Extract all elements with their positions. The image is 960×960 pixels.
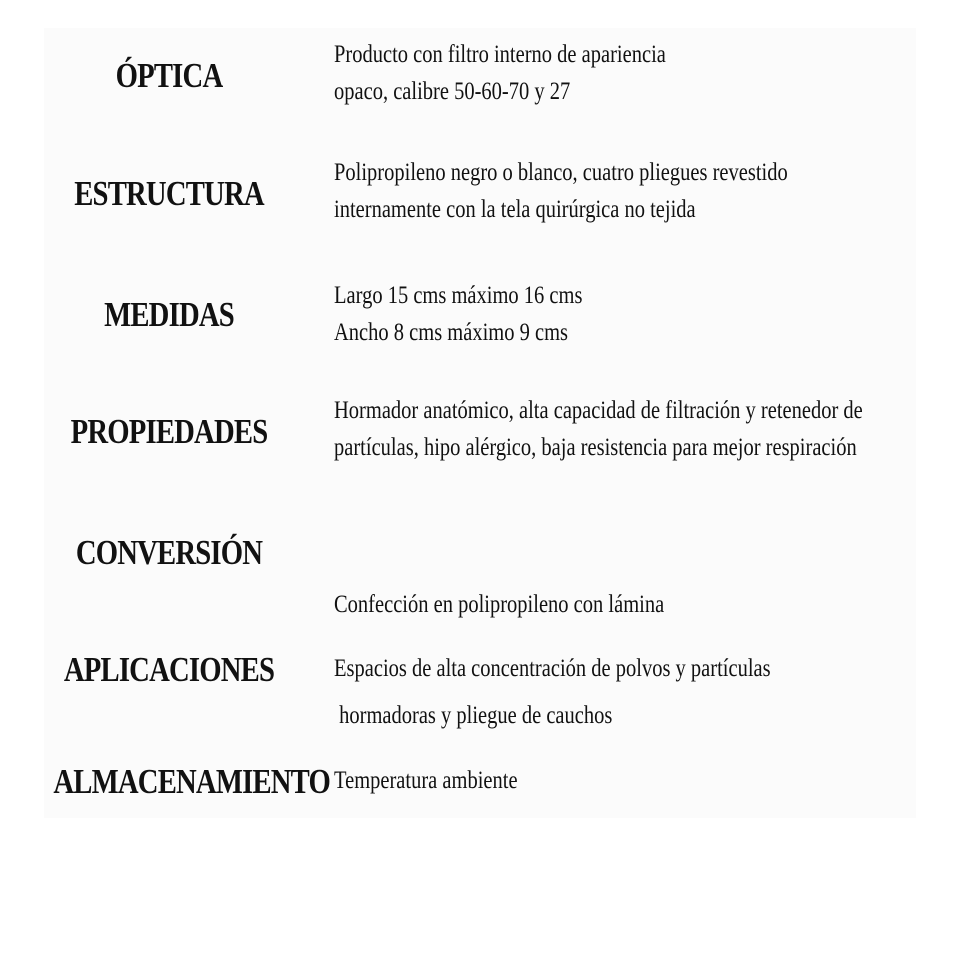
spec-description bbox=[334, 277, 924, 351]
spec-description bbox=[334, 392, 924, 466]
spec-label: ALMACENAMIENTO bbox=[53, 762, 330, 801]
spec-description bbox=[334, 762, 924, 799]
spec-description-line: partículas, hipo alérgico, baja resistencia para mejor respiración bbox=[334, 434, 857, 461]
spec-label: APLICACIONES bbox=[63, 650, 275, 689]
spec-description bbox=[334, 154, 924, 228]
spec-description-line: Polipropileno negro o blanco, cuatro pliegues revestido bbox=[334, 159, 788, 186]
spec-description-line: Hormador anatómico, alta capacidad de filtración y retenedor de bbox=[334, 397, 863, 424]
spec-description-line: Largo 15 cms máximo 16 cms bbox=[334, 282, 583, 309]
spec-description-line: Temperatura ambiente bbox=[334, 767, 518, 794]
spec-label: PROPIEDADES bbox=[70, 412, 268, 451]
spec-description-line: Espacios de alta concentración de polvos y partículas bbox=[334, 655, 771, 682]
spec-description bbox=[334, 650, 924, 687]
spec-description-line: opaco, calibre 50-60-70 y 27 bbox=[334, 78, 571, 105]
spec-label: ÓPTICA bbox=[115, 56, 223, 95]
spec-label: MEDIDAS bbox=[104, 295, 234, 334]
spec-label: ESTRUCTURA bbox=[74, 174, 264, 213]
spec-description-line: Confección en polipropileno con lámina bbox=[334, 591, 665, 618]
spec-description-line: internamente con la tela quirúrgica no tejida bbox=[334, 196, 696, 223]
spec-description-line: hormadoras y pliegue de cauchos bbox=[334, 702, 613, 729]
spec-label: CONVERSIÓN bbox=[75, 533, 263, 572]
spec-description-line: Ancho 8 cms máximo 9 cms bbox=[334, 319, 569, 346]
spec-description-line: Producto con filtro interno de apariencia bbox=[334, 41, 666, 68]
spec-description bbox=[334, 36, 924, 110]
